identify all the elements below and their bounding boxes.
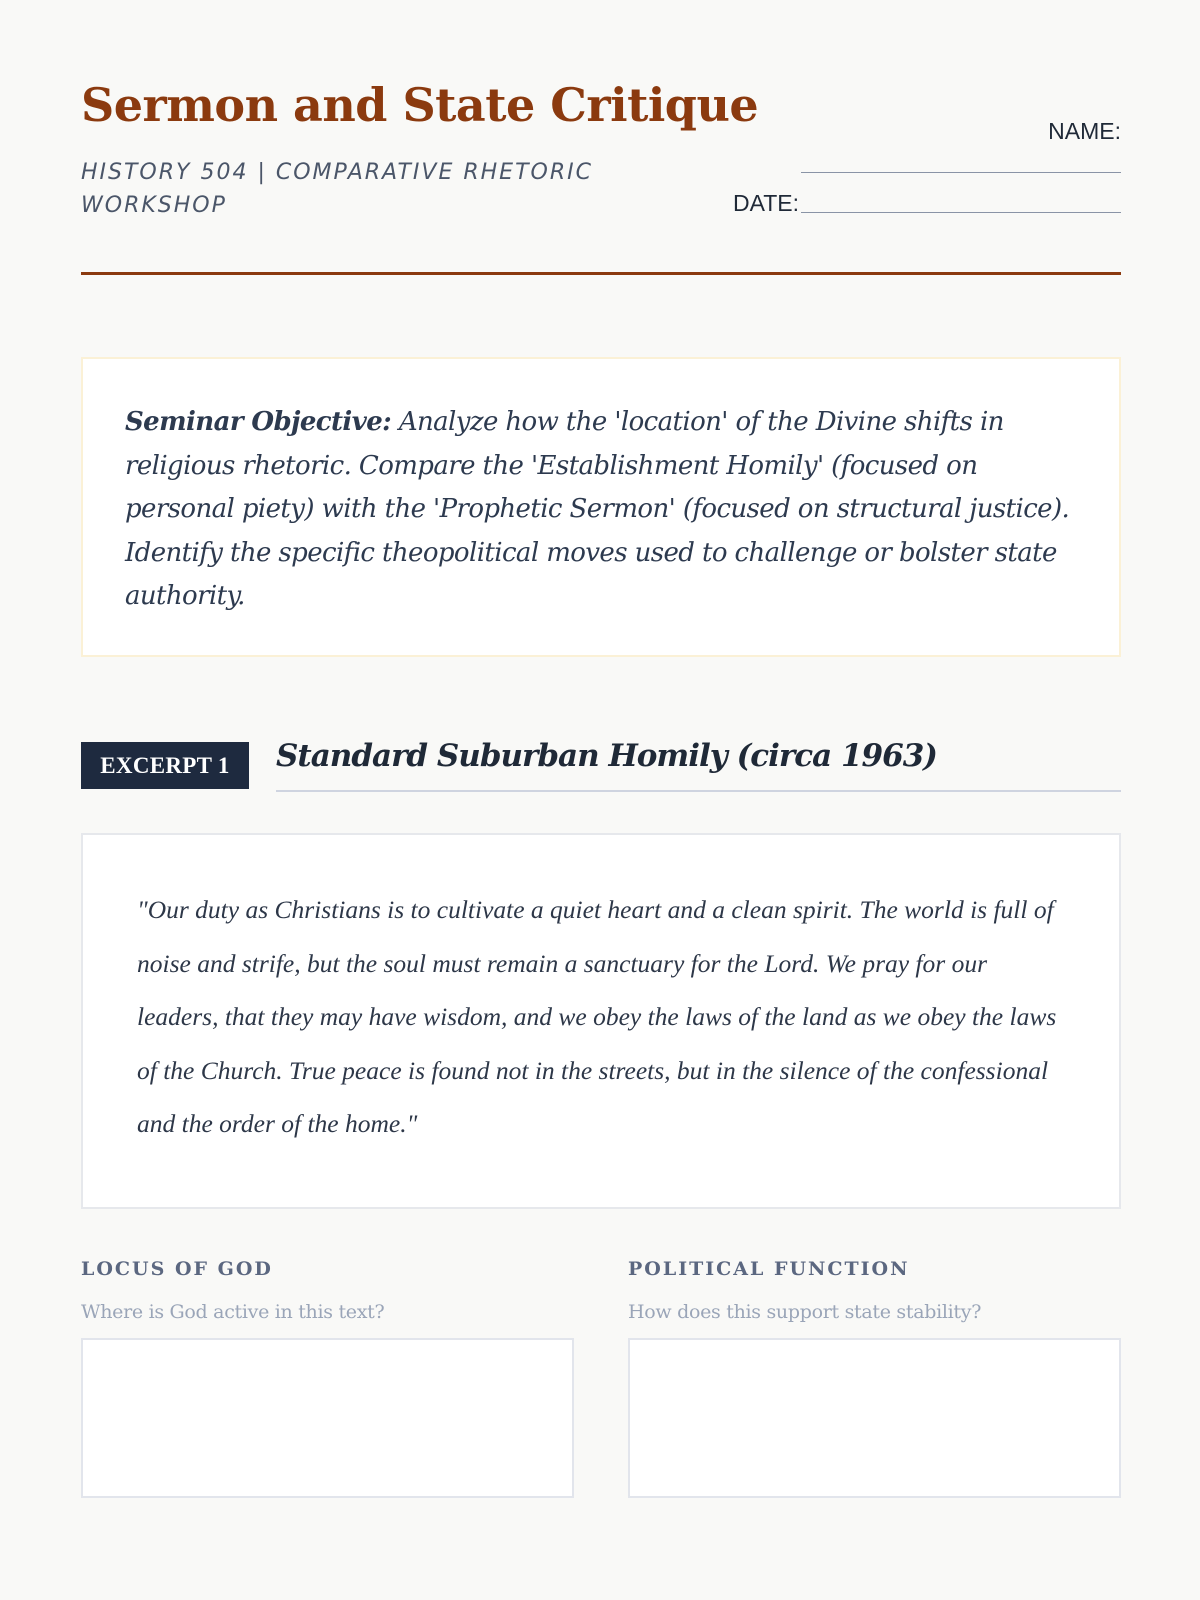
page-title: Sermon and State Critique: [81, 78, 759, 132]
course-subtitle: HISTORY 504 | COMPARATIVE RHETORIC WORKSHOP: [81, 160, 593, 218]
locus-of-god-hint: Where is God active in this text?: [81, 1301, 385, 1323]
political-function-field: [628, 1258, 1121, 1498]
objective-box: [81, 357, 1121, 657]
locus-of-god-answer-box[interactable]: [81, 1338, 574, 1498]
excerpt-title-underline: [276, 790, 1121, 792]
locus-of-god-field: [81, 1258, 574, 1498]
objective-text: Analyze how the 'location' of the Divine shifts in religious rhetoric. Compare the 'Establishment Homily' (focused on personal piety) with the 'Prophetic Sermon' (focused on structural justice). Identify the specific theopolitical moves used to challenge or bolster state authority.: [125, 407, 1070, 611]
political-function-hint: How does this support state stability?: [628, 1301, 982, 1323]
locus-of-god-label: LOCUS OF GOD: [81, 1258, 273, 1280]
name-label: NAME:: [1048, 118, 1121, 144]
political-function-label: POLITICAL FUNCTION: [628, 1258, 910, 1280]
objective-label: Seminar Objective:: [125, 407, 392, 437]
political-function-answer-box[interactable]: [628, 1338, 1121, 1498]
date-field-line[interactable]: [801, 212, 1121, 213]
header-divider: [81, 272, 1121, 275]
excerpt-title: Standard Suburban Homily (circa 1963): [276, 738, 937, 774]
name-field-line[interactable]: [801, 172, 1121, 173]
excerpt-quote: "Our duty as Christians is to cultivate a quiet heart and a clean spirit. The world is full of noise and strife, but the soul must remain a sanctuary for the Lord. We pray for our leaders, that they may have wisdom, and we obey the laws of the land as we obey the laws of the Church. True peace is found not in the streets, but in the silence of the confessional and the order of the home.": [137, 895, 1057, 1138]
worksheet-header: [81, 0, 1121, 276]
excerpt-quote-box: [81, 833, 1121, 1209]
date-label: DATE:: [733, 190, 800, 216]
excerpt-badge: EXCERPT 1: [81, 742, 249, 789]
worksheet-page: [81, 0, 1121, 1323]
